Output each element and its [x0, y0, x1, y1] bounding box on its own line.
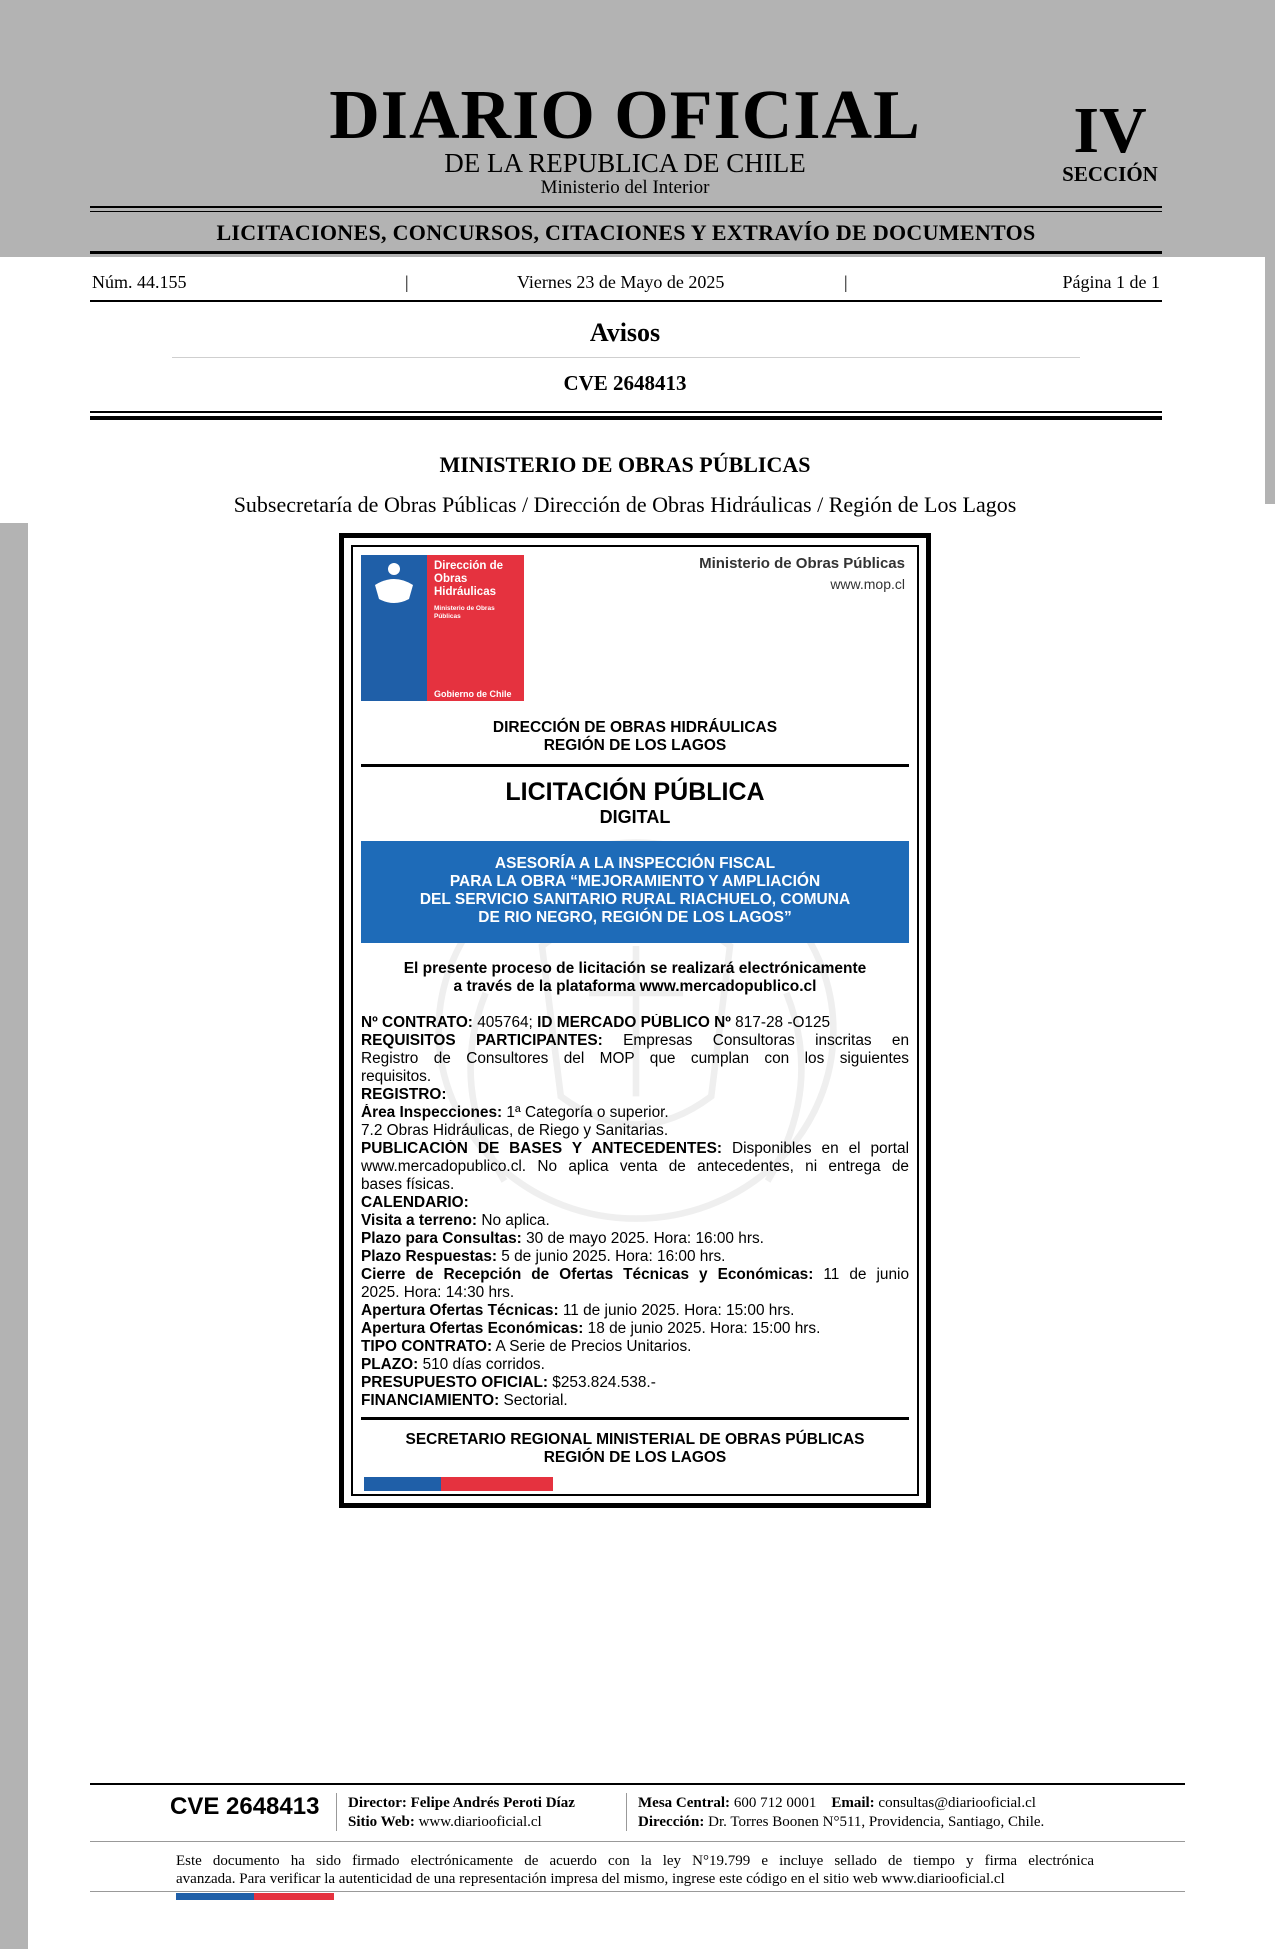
notice-details — [361, 1014, 909, 1410]
logo-ministry: Ministerio de Obras Públicas — [434, 605, 495, 620]
detail-line: TIPO CONTRATO: A Serie de Precios Unitarios. — [361, 1338, 692, 1355]
logo-name: Dirección de Obras Hidráulicas — [434, 560, 504, 598]
divider — [90, 251, 1162, 254]
issue-separator: | — [844, 272, 848, 292]
detail-line: PRESUPUESTO OFICIAL: $253.824.538.- — [361, 1374, 656, 1391]
detail-line: Registro de Consultores del MOP que cumplan con los siguientes — [361, 1050, 909, 1067]
signature-block: SECRETARIO REGIONAL MINISTERIAL DE OBRAS PÚBLICAS REGIÓN DE LOS LAGOS — [405, 1431, 865, 1466]
project-box: ASESORÍA A LA INSPECCIÓN FISCAL PARA LA OBRA “MEJORAMIENTO Y AMPLIACIÓN DEL SERVICIO SANITARIO RURAL RIACHUELO, COMUNA DE RIO NEGRO, REGIÓN DE LOS LAGOS” — [361, 841, 909, 943]
flag-stripe-blue — [364, 1477, 441, 1491]
legal-line: Este documento ha sido firmado electrónicamente de acuerdo con la ley N°19.799 e incluye sellado de tiempo y firma electrónica — [176, 1853, 1094, 1869]
footer-website: Sitio Web: www.diariooficial.cl — [348, 1814, 542, 1830]
footer-legal — [176, 1852, 1094, 1888]
ministry-heading: MINISTERIO DE OBRAS PÚBLICAS — [439, 452, 811, 477]
doh-logo — [361, 555, 524, 701]
detail-line: PLAZO: 510 días corridos. — [361, 1356, 545, 1373]
detail-line: requisitos. — [361, 1068, 432, 1085]
footer-separator — [626, 1793, 627, 1831]
chile-shield-icon — [361, 555, 427, 615]
cve-code: CVE 2648413 — [563, 371, 687, 395]
mop-web: www.mop.cl — [830, 576, 905, 592]
detail-line: FINANCIAMIENTO: Sectorial. — [361, 1392, 568, 1409]
licitacion-subtitle: DIGITAL — [599, 807, 671, 827]
issue-row — [92, 272, 1160, 296]
footer-divider — [90, 1783, 1185, 1785]
intro-text: El presente proceso de licitación se realizará electrónicamente a través de la plataforma www.mercadopublico.cl — [403, 960, 867, 995]
left-margin-band — [0, 523, 28, 1949]
masthead-subtitle: DE LA REPUBLICA DE CHILE — [444, 148, 806, 178]
section-label: SECCIÓN — [1062, 162, 1158, 186]
detail-line: Cierre de Recepción de Ofertas Técnicas y Económicas: 11 de junio — [361, 1266, 909, 1283]
footer-contact: Mesa Central: 600 712 0001 Email: consultas@diariooficial.cl — [638, 1795, 1036, 1811]
notice-divider — [361, 1417, 909, 1420]
divider — [90, 206, 1162, 208]
flag-stripe-red — [441, 1477, 553, 1491]
legal-line: avanzada. Para verificar la autenticidad de una representación impresa del mismo, ingrese este código en el sitio web www.diariooficial.cl — [176, 1871, 1005, 1887]
detail-line: bases físicas. — [361, 1176, 455, 1193]
detail-line: Visita a terreno: No aplica. — [361, 1212, 550, 1229]
logo-blue-panel — [361, 555, 427, 701]
divider — [90, 416, 1162, 420]
detail-line: Apertura Ofertas Económicas: 18 de junio 2025. Hora: 15:00 hrs. — [361, 1320, 821, 1337]
detail-line: Plazo Respuestas: 5 de junio 2025. Hora: 16:00 hrs. — [361, 1248, 726, 1265]
notice-divider — [361, 764, 909, 767]
notice-content — [361, 555, 909, 1485]
page-heading: Avisos — [589, 318, 661, 347]
divider — [90, 300, 1162, 302]
footer-separator — [336, 1793, 337, 1831]
detail-line: Apertura Ofertas Técnicas: 11 de junio 2025. Hora: 15:00 hrs. — [361, 1302, 795, 1319]
footer-divider — [90, 1891, 1185, 1892]
doh-title: DIRECCIÓN DE OBRAS HIDRÁULICAS REGIÓN DE LOS LAGOS — [492, 719, 778, 754]
footer-flag-blue — [176, 1893, 254, 1900]
divider — [90, 211, 1162, 212]
scrollbar[interactable] — [1265, 257, 1275, 504]
section-number: IV — [1073, 94, 1147, 167]
logo-gov: Gobierno de Chile — [434, 689, 512, 699]
issue-number: Núm. 44.155 — [92, 272, 187, 292]
detail-line: REQUISITOS PARTICIPANTES: Empresas Consultoras inscritas en — [361, 1032, 909, 1049]
divider — [90, 411, 1162, 413]
divider — [172, 357, 1080, 358]
masthead-title: DIARIO OFICIAL — [329, 77, 921, 154]
detail-line: Plazo para Consultas: 30 de mayo 2025. Hora: 16:00 hrs. — [361, 1230, 764, 1247]
page-number: Página 1 de 1 — [1062, 272, 1160, 292]
detail-line: PUBLICACIÓN DE BASES Y ANTECEDENTES: Disponibles en el portal — [361, 1140, 909, 1157]
section-band-title: LICITACIONES, CONCURSOS, CITACIONES Y EXTRAVÍO DE DOCUMENTOS — [216, 220, 1036, 245]
masthead-ministry: Ministerio del Interior — [540, 177, 710, 198]
footer-address: Dirección: Dr. Torres Boonen N°511, Providencia, Santiago, Chile. — [638, 1814, 1045, 1830]
detail-line: Nº CONTRATO: 405764; ID MERCADO PÚBLICO Nº 817-28 -O125 — [361, 1014, 831, 1031]
licitacion-title: LICITACIÓN PÚBLICA — [505, 778, 765, 806]
subsecretaria-line: Subsecretaría de Obras Públicas / Dirección de Obras Hidráulicas / Región de Los Lagos — [233, 492, 1017, 517]
detail-line: 7.2 Obras Hidráulicas, de Riego y Sanitarias. — [361, 1122, 669, 1139]
detail-line: 2025. Hora: 14:30 hrs. — [361, 1284, 515, 1301]
detail-line: www.mercadopublico.cl. No aplica venta de antecedentes, ni entrega de — [361, 1158, 909, 1175]
detail-line: CALENDARIO: — [361, 1194, 469, 1211]
detail-line: REGISTRO: — [361, 1086, 447, 1103]
footer-divider — [90, 1841, 1185, 1842]
issue-separator: | — [405, 272, 409, 292]
footer-flag-red — [254, 1893, 334, 1900]
footer-cve: CVE 2648413 — [170, 1793, 320, 1820]
detail-line: Área Inspecciones: 1ª Categoría o superior. — [361, 1104, 669, 1121]
issue-date: Viernes 23 de Mayo de 2025 — [517, 272, 725, 292]
mop-name: Ministerio de Obras Públicas — [699, 555, 905, 572]
footer-director: Director: Felipe Andrés Peroti Díaz — [348, 1795, 575, 1811]
